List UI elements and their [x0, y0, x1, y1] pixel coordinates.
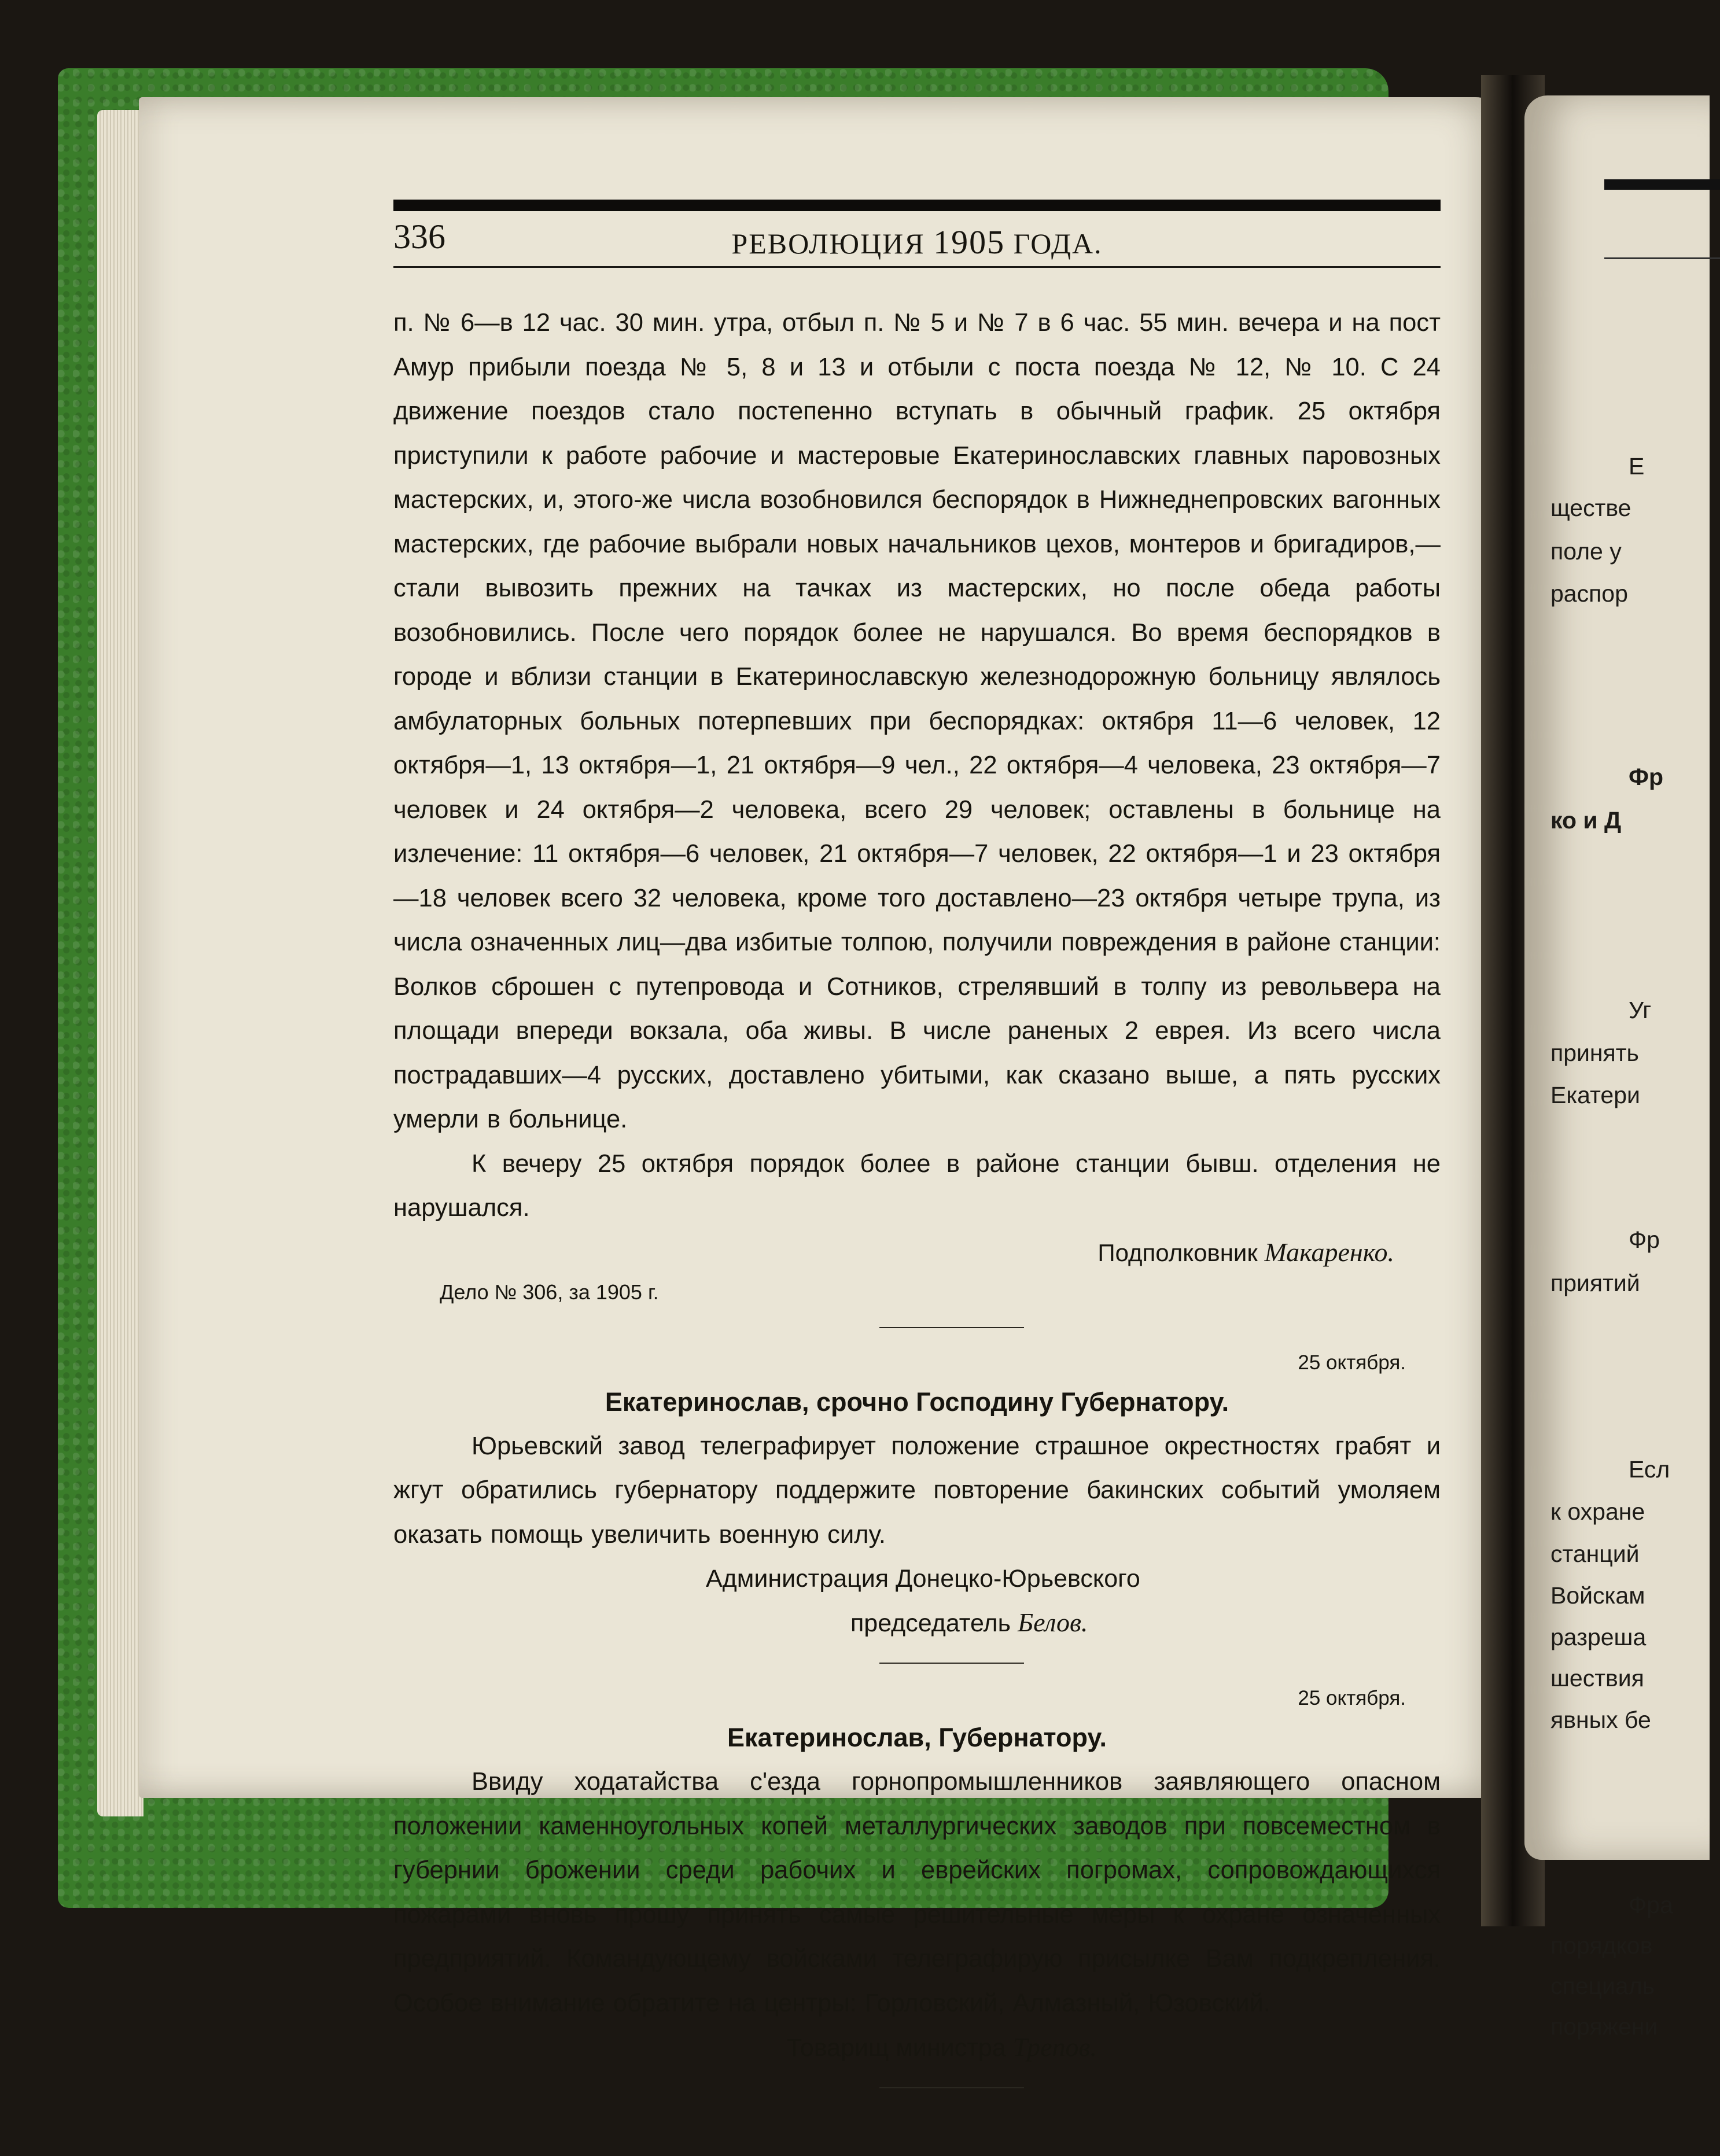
telegram1-heading: Екатеринослав, срочно Господину Губернатору.: [605, 1387, 1229, 1417]
telegram1-sig-line2: [393, 1601, 1441, 1645]
facing-fragment: шествия: [1550, 1665, 1644, 1691]
telegram2-signature: [393, 2025, 1441, 2070]
facing-fragment: явных бе: [1550, 1707, 1651, 1733]
facing-fragment: распор: [1550, 580, 1628, 607]
report-signature: [393, 1230, 1441, 1275]
running-head: [393, 223, 1441, 261]
page-number: 336: [393, 218, 445, 256]
telegram1-text: Юрьевский завод телеграфирует положение страшное окрестностях грабят и жгут обратились губернатору поддержите повторение бакинских событий умоляем оказать помощь увеличить военную силу.: [393, 1432, 1441, 1549]
facing-fragment: Фра: [1629, 1892, 1673, 1918]
case-reference: Дело № 306, за 1905 г.: [440, 1280, 659, 1304]
page-body: [393, 301, 1441, 2106]
header-thin-rule: [393, 266, 1441, 268]
page-edges: [97, 110, 143, 1816]
facing-page: [1524, 95, 1710, 2040]
running-head-year: 1905: [933, 223, 1006, 261]
closing-paragraph: К вечеру 25 октября порядок более в районе станции бывш. отделения не нарушался.: [393, 1149, 1441, 1222]
signature-rank: Подполковник: [1097, 1239, 1258, 1266]
facing-fragment: к охране: [1550, 1498, 1645, 1525]
telegram2-heading: Екатеринослав, Губернатору.: [727, 1723, 1107, 1752]
facing-fragment: Фр: [1629, 764, 1664, 790]
section-divider: [879, 1327, 1024, 1328]
facing-fragment: Уг: [1629, 997, 1652, 1023]
section-divider: [879, 2087, 1024, 2088]
facing-fragment: Фр: [1629, 1226, 1660, 1253]
facing-fragment: Войскам: [1550, 1582, 1645, 1609]
facing-fragment: станций: [1550, 1540, 1640, 1567]
running-head-tail: ГОДА.: [1013, 227, 1103, 260]
facing-fragment: ществе: [1550, 495, 1631, 521]
facing-fragment: принять: [1550, 1040, 1639, 1066]
facing-fragment: порядков: [1550, 1932, 1653, 1959]
facing-fragment: приятий: [1550, 1270, 1640, 1296]
signature-name: Макаренко.: [1264, 1237, 1394, 1267]
running-head-word: РЕВОЛЮЦИЯ: [731, 227, 925, 260]
facing-fragment: поле у: [1550, 538, 1622, 565]
telegram1-sig-prefix: председатель: [850, 1609, 1011, 1637]
telegram1-sig-line1: Администрация Донецко-Юрьевского: [706, 1565, 1140, 1593]
facing-page-thin-rule: [1604, 257, 1720, 259]
telegram2-date: 25 октября.: [1298, 1687, 1406, 1709]
facing-fragment: ко и Д: [1550, 807, 1622, 834]
telegram1-date: 25 октября.: [1298, 1351, 1406, 1374]
facing-fragment: разреша: [1550, 1624, 1647, 1650]
facing-page-header-rule: [1604, 179, 1720, 190]
facing-fragment: поряжени: [1550, 2013, 1658, 2040]
section-divider: [879, 1663, 1024, 1664]
report-paragraph: п. № 6—в 12 час. 30 мин. утра, отбыл п. № 5 и № 7 в 6 час. 55 мин. вечера и на пост Амур прибыли поезда № 5, 8 и 13 и отбыли с поста поезда № 12, № 10. С 24 движение поездов стало постепенно вступать в обычный график. 25 октября приступили к работе рабочие и мастеровые Екатеринославских главных паровозных мастерских, и, этого-же числа возобновился беспорядок в Нижнеднепровских вагонных мастерских, где рабочие выбрали новых начальников цехов, монтеров и бригадиров,—стали вывозить прежних на тачках из мастерских, но после обеда работы возобновились. После чего порядок более не нарушался. Во время беспорядков в городе и вблизи станции в Екатеринославскую железнодорожную больницу являлось амбулаторных больных потерпевших при беспорядках: октября 11—6 человек, 12 октября—1, 13 октября—1, 21 октября—9 чел., 22 октября—4 человека, 23 октября—7 человек и 24 октября—2 человека, всего 29 человек; оставлены в больнице на излечение: 11 октября—6 человек, 21 октября—7 человек, 22 октября—1 и 23 октября—18 человек всего 32 человека, кроме того доставлено—23 октября четыре трупа, из числа означенных лиц—два избитые толпою, получили повреждения в районе станции: Волков сброшен с путепровода и Сотников, стрелявший в толпу из револьвера на площади впереди вокзала, оба живы. В числе раненых 2 еврея. Из всего числа пострадавших—4 русских, доставлено убитыми, как сказано выше, а пять русских умерли в больнице.: [393, 309, 1441, 1133]
telegram2-sig-prefix: Товарищ министра: [787, 2034, 1006, 2062]
telegram2-sig-name: Трепов.: [1012, 2032, 1097, 2062]
facing-fragment: Екатери: [1550, 1082, 1640, 1108]
header-thick-rule: [393, 200, 1441, 211]
facing-fragment: Е: [1629, 453, 1645, 480]
telegram2-text: Ввиду ходатайства с'езда горнопромышленников заявляющего опасном положении каменноугольных копей металлургических заводов при повсеместном в губернии брожении среди рабочих и еврейских погромах, сопровождающихся пожарами вновь прошу принять самые решительные меры к охране означенных предприятий. Командующему войсками телеграфирую присылке Вам подкрепления. Особое внимание обратите на центры: Горловский, Алмазный, Юзовский.: [393, 1768, 1441, 2017]
facing-fragment: специаль: [1550, 1973, 1655, 1999]
telegram1-sig-name: Белов.: [1017, 1608, 1088, 1637]
facing-fragment: Есл: [1629, 1456, 1670, 1483]
